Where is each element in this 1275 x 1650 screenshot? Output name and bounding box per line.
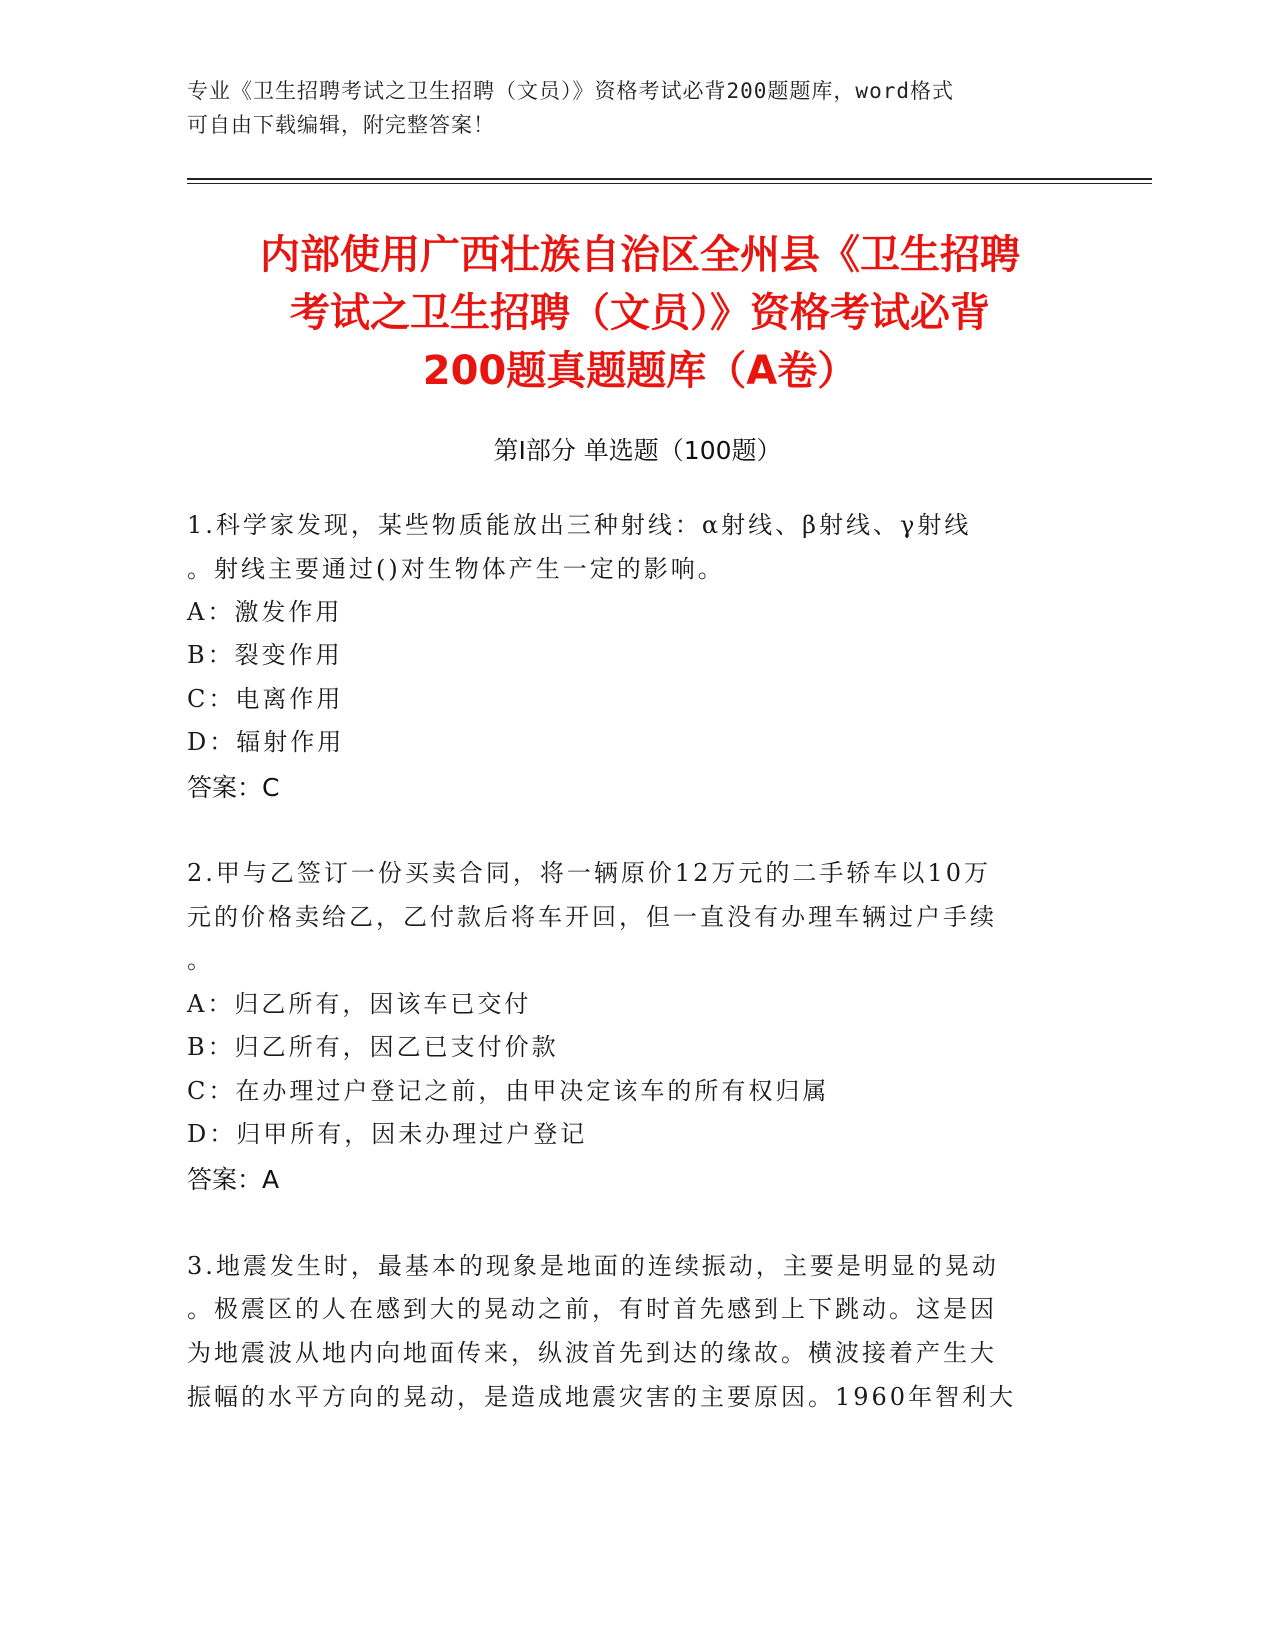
question-1-option-d: D：辐射作用 [187,728,345,756]
question-3-line-1: 3.地震发生时，最基本的现象是地面的连续振动，主要是明显的晃动 [187,1252,999,1280]
question-2-option-d: D：归甲所有，因未办理过户登记 [187,1120,588,1148]
header-line-2: 可自由下载编辑，附完整答案！ [187,113,495,137]
question-3-line-4: 振幅的水平方向的晃动，是造成地震灾害的主要原因。1960年智利大 [187,1383,1017,1411]
header-divider-thin [187,183,1152,184]
question-3-line-2: 。极震区的人在感到大的晃动之前，有时首先感到上下跳动。这是因 [187,1295,997,1323]
question-1-line-1: 1.科学家发现，某些物质能放出三种射线：α射线、β射线、γ射线 [187,511,972,539]
question-2-line-3: 。 [187,946,214,974]
title-line-2: 考试之卫生招聘（文员）》资格考试必背 [290,290,990,336]
header-divider [187,178,1152,180]
section-heading: 第Ⅰ部分 单选题（100题） [493,436,782,465]
question-2-answer: 答案：A [187,1165,280,1194]
question-1-option-b: B：裂变作用 [187,641,343,669]
title-line-1: 内部使用广西壮族自治区全州县《卫生招聘 [260,232,1020,278]
title-line-3: 200题真题题库（A卷） [422,348,858,394]
header-line-1: 专业《卫生招聘考试之卫生招聘（文员）》资格考试必背200题题库，word格式 [187,79,954,103]
question-3-line-3: 为地震波从地内向地面传来，纵波首先到达的缘故。横波接着产生大 [187,1339,997,1367]
question-1-option-a: A：激发作用 [187,598,343,626]
header-note [187,74,1067,142]
question-1-line-2: 。射线主要通过()对生物体产生一定的影响。 [187,555,725,583]
question-2-option-c: C：在办理过户登记之前，由甲决定该车的所有权归属 [187,1077,830,1105]
question-1-option-c: C：电离作用 [187,685,344,713]
document-title [190,226,1090,400]
question-2-line-2: 元的价格卖给乙，乙付款后将车开回，但一直没有办理车辆过户手续 [187,903,997,931]
question-1-answer: 答案：C [187,773,280,802]
question-2-line-1: 2.甲与乙签订一份买卖合同，将一辆原价12万元的二手轿车以10万 [187,859,991,887]
question-2-option-a: A：归乙所有，因该车已交付 [187,990,532,1018]
question-2-option-b: B：归乙所有，因乙已支付价款 [187,1033,559,1061]
